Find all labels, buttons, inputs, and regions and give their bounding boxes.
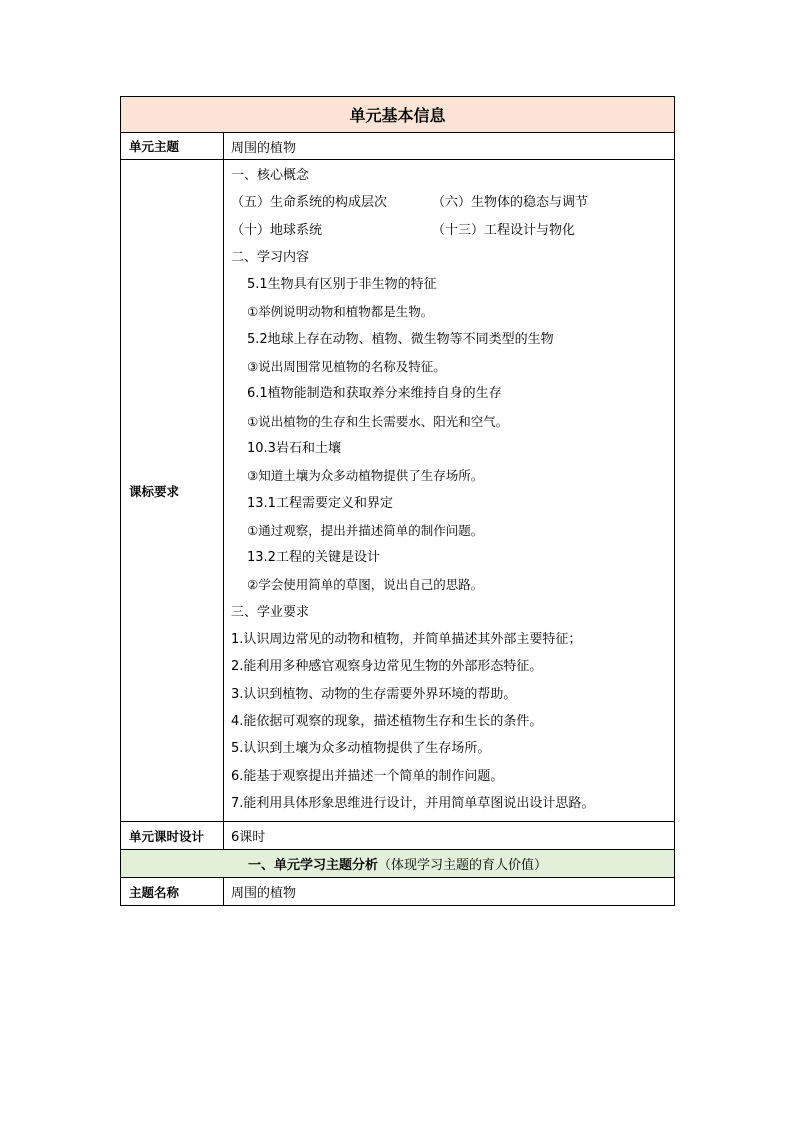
learning-content-heading: 二、学习内容 <box>231 249 310 265</box>
curriculum-label: 课标要求 <box>121 160 224 822</box>
academic-requirements-heading: 三、学业要求 <box>231 604 310 620</box>
content-title: 10.3岩石和土壤 <box>247 440 341 456</box>
academic-requirement-item: 2.能利用多种感官观察身边常见生物的外部形态特征。 <box>231 659 543 675</box>
section-one-row <box>121 850 675 878</box>
concept-row <box>231 217 674 244</box>
content-detail: ③知道土壤为众多动植物提供了生存场所。 <box>247 468 484 484</box>
academic-requirement-item: 6.能基于观察提出并描述一个简单的制作问题。 <box>231 768 504 784</box>
theme-name-label: 主题名称 <box>121 878 224 906</box>
section-one-heading <box>121 850 675 878</box>
curriculum-content <box>224 160 675 822</box>
content-title: 6.1植物能制造和获取养分来维持自身的生存 <box>247 386 502 402</box>
academic-requirement-item: 1.认识周边常见的动物和植物，并简单描述其外部主要特征； <box>231 632 582 648</box>
unit-info-table <box>120 96 675 906</box>
theme-name-value: 周围的植物 <box>224 878 675 906</box>
content-detail: ③说出周围常见植物的名称及特征。 <box>247 359 446 375</box>
academic-requirement-item: 3.认识到植物、动物的生存需要外界环境的帮助。 <box>231 686 517 702</box>
section-one-title: 一、单元学习主题分析 <box>247 858 378 874</box>
content-detail: ①举例说明动物和植物都是生物。 <box>247 304 434 320</box>
unit-hours-value: 6课时 <box>224 822 675 850</box>
unit-topic-label: 单元主题 <box>121 133 224 160</box>
content-detail: ①通过观察，提出并描述简单的制作问题。 <box>247 522 484 538</box>
concept-item: （六）生物体的稳态与调节 <box>432 195 589 211</box>
core-concepts-heading: 一、核心概念 <box>231 168 310 183</box>
theme-name-row <box>121 878 675 906</box>
content-title: 5.2地球上存在动物、植物、微生物等不同类型的生物 <box>247 331 554 347</box>
concept-item: （十三）工程设计与物化 <box>432 222 576 238</box>
academic-requirement-item: 5.认识到土壤为众多动植物提供了生存场所。 <box>231 741 491 757</box>
title-row <box>121 97 675 133</box>
content-detail: ①说出植物的生存和生长需要水、阳光和空气。 <box>247 413 509 429</box>
concept-row <box>231 189 674 216</box>
content-title: 5.1生物具有区别于非生物的特征 <box>247 277 437 293</box>
concept-item: （五）生命系统的构成层次 <box>231 195 388 211</box>
content-detail: ②学会使用简单的草图，说出自己的思路。 <box>247 577 484 593</box>
unit-hours-row <box>121 822 675 850</box>
concept-item: （十）地球系统 <box>231 222 323 238</box>
content-title: 13.1工程需要定义和界定 <box>247 495 393 511</box>
unit-hours-label: 单元课时设计 <box>121 822 224 850</box>
table-title: 单元基本信息 <box>121 97 675 133</box>
academic-requirement-item: 4.能依据可观察的现象，描述植物生存和生长的条件。 <box>231 713 543 729</box>
content-title: 13.2工程的关键是设计 <box>247 550 380 566</box>
unit-topic-value: 周围的植物 <box>224 133 675 160</box>
unit-topic-row <box>121 133 675 160</box>
section-one-note: （体现学习主题的育人价值） <box>378 858 548 874</box>
academic-requirement-item: 7.能利用具体形象思维进行设计，并用简单草图说出设计思路。 <box>231 795 595 811</box>
curriculum-row <box>121 160 675 822</box>
